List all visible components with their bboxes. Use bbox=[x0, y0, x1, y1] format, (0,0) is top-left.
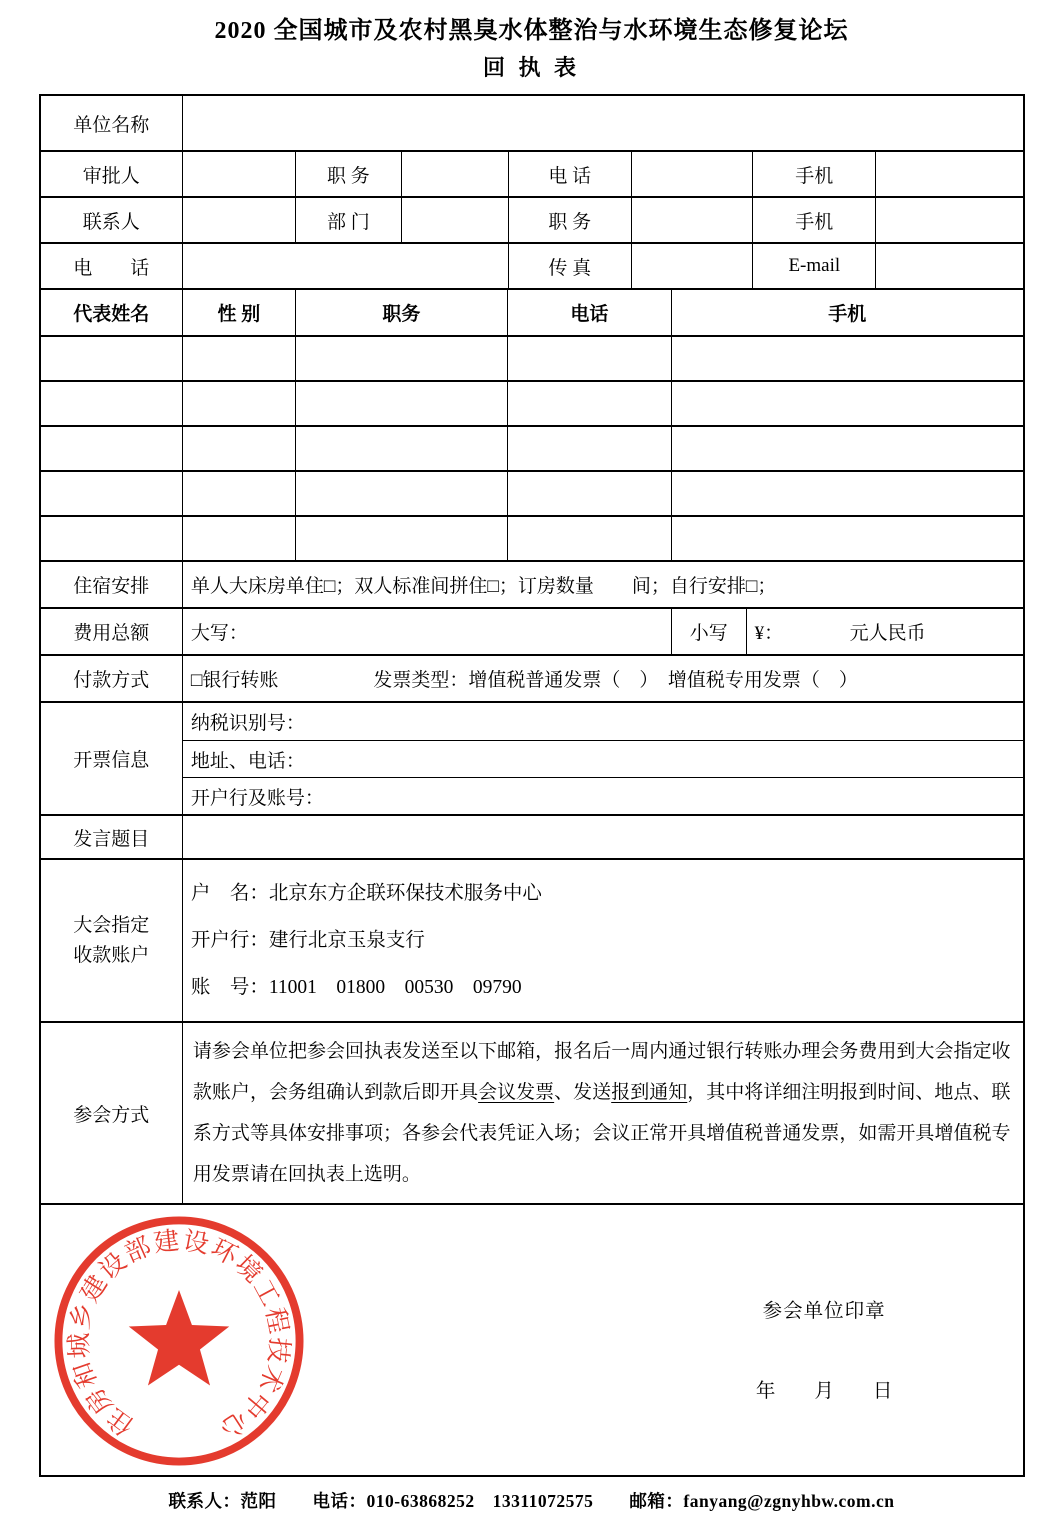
rep-mobile-field[interactable] bbox=[671, 427, 1023, 470]
accommodation-options[interactable]: 单人大床房单住□；双人标准间拼住□；订房数量 间；自行安排□； bbox=[182, 562, 1023, 607]
account-holder-name: 户 名：北京东方企联环保技术服务中心 bbox=[190, 883, 542, 904]
rep-gender-field[interactable] bbox=[182, 337, 295, 380]
rep-title-field[interactable] bbox=[295, 427, 507, 470]
rep-gender-field[interactable] bbox=[182, 382, 295, 425]
document-subtitle: 回 执 表 bbox=[482, 55, 580, 80]
total-fee-label: 费用总额 bbox=[73, 623, 150, 644]
unit-name-label: 单位名称 bbox=[73, 114, 150, 136]
speech-topic-field[interactable] bbox=[182, 816, 1023, 858]
approver-phone-field[interactable] bbox=[631, 152, 753, 196]
rep-name-field[interactable] bbox=[41, 337, 182, 380]
rep-row-3 bbox=[41, 425, 1023, 470]
rep-mobile-header: 手机 bbox=[671, 290, 1023, 335]
fee-amount-field[interactable]: ¥： 元人民币 bbox=[746, 609, 1023, 654]
designated-account-label bbox=[41, 860, 182, 1021]
attendance-method-label: 参会方式 bbox=[73, 1104, 150, 1126]
rep-title-field[interactable] bbox=[295, 382, 507, 425]
bank-account-field[interactable]: 开户行及账号： bbox=[183, 777, 1023, 814]
contact-dept-field[interactable] bbox=[401, 198, 508, 242]
rep-phone-field[interactable] bbox=[507, 337, 671, 380]
seal-star-icon bbox=[128, 1290, 228, 1385]
rep-name-field[interactable] bbox=[41, 427, 182, 470]
row-designated-account bbox=[41, 858, 1023, 1021]
tax-id-field[interactable]: 纳税识别号： bbox=[190, 713, 305, 734]
approver-title-field[interactable] bbox=[401, 152, 508, 196]
row-invoice-info bbox=[41, 701, 1023, 814]
rep-mobile-field[interactable] bbox=[671, 382, 1023, 425]
contact-label: 联系人 bbox=[82, 211, 140, 233]
designated-account-label-line1: 大会指定 bbox=[73, 914, 150, 936]
rep-gender-field[interactable] bbox=[182, 517, 295, 560]
designated-account-label-line2: 收款账户 bbox=[73, 944, 150, 966]
official-seal-stamp bbox=[47, 1209, 311, 1473]
approver-field[interactable] bbox=[182, 152, 295, 196]
rep-phone-field[interactable] bbox=[507, 427, 671, 470]
phone-label: 电 话 bbox=[73, 257, 150, 279]
rep-row-4 bbox=[41, 470, 1023, 515]
attendance-method-text: 请参会单位把参会回执表发送至以下邮箱，报名后一周内通过银行转账办理会务费用到大会指定收款账户，会务组确认到款后即开具会议发票、发送报到通知，其中将详细注明报到时间、地点、联系方式等具体安排事项；各参会代表凭证入场；会议正常开具增值税普通发票，如需开具增值税专用发票请在回执表上选明。 bbox=[182, 1023, 1023, 1203]
rep-name-header: 代表姓名 bbox=[73, 304, 150, 325]
rep-header-row bbox=[41, 288, 1023, 335]
rep-name-field[interactable] bbox=[41, 382, 182, 425]
fee-words-field[interactable]: 大写： bbox=[182, 609, 671, 654]
row-speech-topic bbox=[41, 814, 1023, 858]
rep-row-2 bbox=[41, 380, 1023, 425]
rep-row-5 bbox=[41, 515, 1023, 560]
row-total-fee bbox=[41, 607, 1023, 654]
document-title: 2020 全国城市及农村黑臭水体整治与水环境生态修复论坛 bbox=[214, 18, 849, 44]
rep-mobile-field[interactable] bbox=[671, 472, 1023, 515]
organizer-seal-cell bbox=[41, 1205, 626, 1475]
payment-label: 付款方式 bbox=[73, 670, 150, 691]
designated-account-details bbox=[182, 860, 1023, 1021]
contact-mobile-label: 手机 bbox=[752, 198, 875, 242]
rep-phone-field[interactable] bbox=[507, 472, 671, 515]
row-phone-fax-email bbox=[41, 242, 1023, 288]
rep-mobile-field[interactable] bbox=[671, 517, 1023, 560]
accommodation-label: 住宿安排 bbox=[73, 576, 150, 597]
invoice-info-lines bbox=[182, 703, 1023, 814]
payment-options[interactable]: □银行转账 发票类型：增值税普通发票（ ） 增值税专用发票（ ） bbox=[182, 656, 1023, 701]
rep-gender-field[interactable] bbox=[182, 472, 295, 515]
row-attendance-method bbox=[41, 1021, 1023, 1203]
rep-gender-header: 性 别 bbox=[182, 290, 295, 335]
rep-title-field[interactable] bbox=[295, 517, 507, 560]
document-page bbox=[39, 0, 1025, 1513]
row-payment bbox=[41, 654, 1023, 701]
contact-dept-label: 部 门 bbox=[295, 198, 401, 242]
rep-phone-field[interactable] bbox=[507, 382, 671, 425]
reply-form-table bbox=[39, 94, 1025, 1477]
approver-phone-label: 电 话 bbox=[508, 152, 631, 196]
rep-phone-header: 电话 bbox=[507, 290, 671, 335]
rep-title-field[interactable] bbox=[295, 472, 507, 515]
rep-phone-field[interactable] bbox=[507, 517, 671, 560]
approver-mobile-label: 手机 bbox=[752, 152, 875, 196]
rep-mobile-field[interactable] bbox=[671, 337, 1023, 380]
fee-figures-label: 小写 bbox=[671, 609, 746, 654]
row-seal bbox=[41, 1203, 1023, 1475]
speech-topic-label: 发言题目 bbox=[73, 828, 150, 850]
contact-mobile-field[interactable] bbox=[875, 198, 1022, 242]
phone-field[interactable] bbox=[182, 244, 508, 288]
row-approver bbox=[41, 150, 1023, 196]
rep-title-header: 职务 bbox=[295, 290, 507, 335]
contact-title-field[interactable] bbox=[631, 198, 753, 242]
seal-text: 住房和城乡建设部建设环境工程技术中心 bbox=[63, 1225, 294, 1445]
invoice-info-label: 开票信息 bbox=[73, 750, 150, 771]
rep-row-1 bbox=[41, 335, 1023, 380]
fax-label: 传 真 bbox=[508, 244, 631, 288]
rep-name-field[interactable] bbox=[41, 517, 182, 560]
unit-name-field[interactable] bbox=[182, 96, 1023, 150]
row-accommodation bbox=[41, 560, 1023, 607]
email-field[interactable] bbox=[875, 244, 1022, 288]
participant-seal-caption: 参会单位印章 bbox=[762, 1301, 886, 1322]
fax-field[interactable] bbox=[631, 244, 753, 288]
rep-gender-field[interactable] bbox=[182, 427, 295, 470]
approver-mobile-field[interactable] bbox=[875, 152, 1022, 196]
account-number: 账 号：11001 01800 00530 09790 bbox=[190, 977, 522, 998]
rep-title-field[interactable] bbox=[295, 337, 507, 380]
approver-title-label: 职 务 bbox=[295, 152, 401, 196]
rep-name-field[interactable] bbox=[41, 472, 182, 515]
contact-field[interactable] bbox=[182, 198, 295, 242]
account-bank: 开户行：建行北京玉泉支行 bbox=[190, 930, 425, 951]
footer-contact-line: 联系人：范阳 电话：010-63868252 13311072575 邮箱：fanyang@zgnyhbw.com.cn bbox=[168, 1491, 895, 1511]
participant-seal-cell bbox=[626, 1205, 1023, 1475]
row-contact bbox=[41, 196, 1023, 242]
seal-date-line[interactable]: 年 月 日 bbox=[755, 1381, 893, 1402]
address-phone-field[interactable]: 地址、电话： bbox=[183, 740, 1023, 777]
row-unit-name bbox=[41, 96, 1023, 150]
contact-title-label: 职 务 bbox=[508, 198, 631, 242]
approver-label: 审批人 bbox=[82, 165, 140, 187]
email-label: E-mail bbox=[752, 244, 875, 288]
